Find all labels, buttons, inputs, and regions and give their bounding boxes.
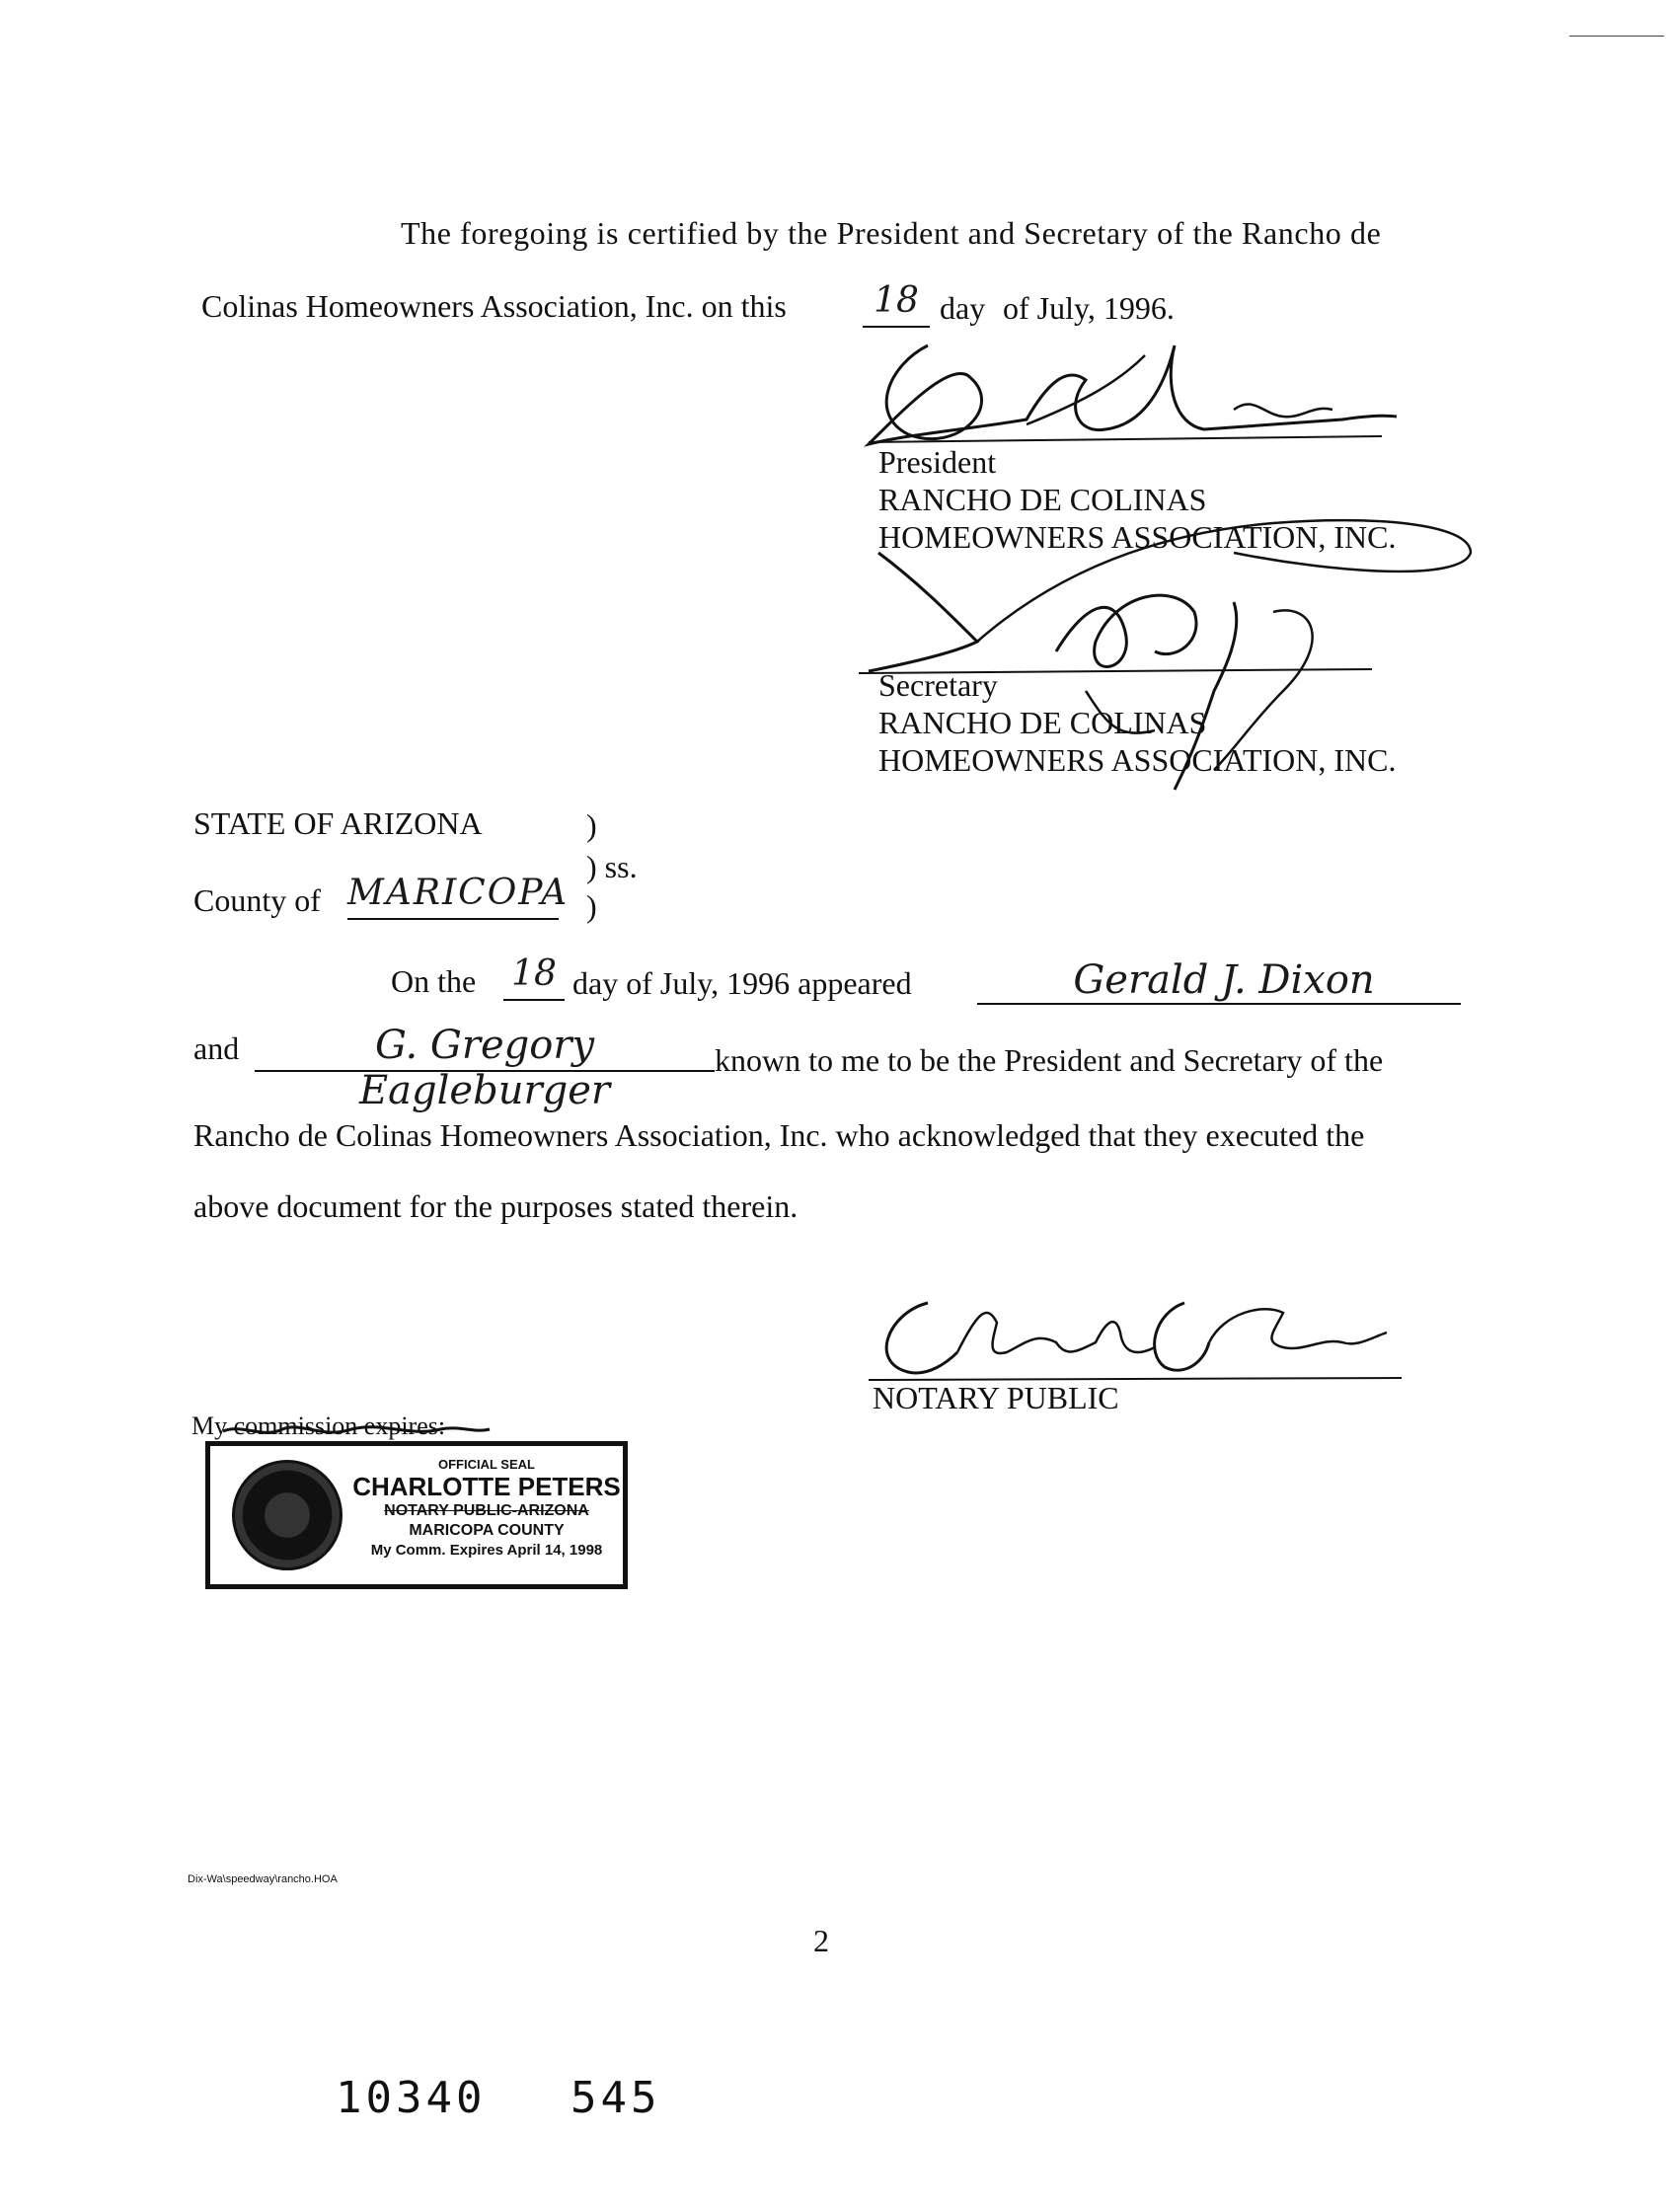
scan-mark-top-right xyxy=(1569,36,1664,37)
ack-day-underline xyxy=(503,999,565,1001)
secretary-org-line-2: HOMEOWNERS ASSOCIATION, INC. xyxy=(878,742,1397,778)
record-page-number: 545 xyxy=(571,2073,661,2123)
notary-seal-stamp xyxy=(205,1441,628,1589)
president-title: President xyxy=(878,444,997,480)
record-book-number: 10340 xyxy=(336,2073,487,2123)
ack-name1-underline xyxy=(977,1003,1461,1005)
state-seal-emblem-icon xyxy=(232,1460,342,1570)
certification-line-1: The foregoing is certified by the President and Secretary of the Rancho de xyxy=(401,215,1382,251)
notary-signature-image xyxy=(869,1283,1402,1392)
ack-day-handwritten: 18 xyxy=(511,953,557,994)
certification-line-2-pre: Colinas Homeowners Association, Inc. on this xyxy=(201,288,787,324)
notary-public-label: NOTARY PUBLIC xyxy=(873,1380,1119,1415)
venue-paren-1: ) xyxy=(586,807,597,843)
seal-line-3: NOTARY PUBLIC-ARIZONA xyxy=(384,1502,589,1519)
venue-state: STATE OF ARIZONA xyxy=(193,805,483,841)
certification-day-handwritten: 18 xyxy=(874,280,919,321)
venue-county-label: County of xyxy=(193,882,321,918)
venue-county-handwritten: MARICOPA xyxy=(347,873,570,913)
ack-name1-handwritten: Gerald J. Dixon xyxy=(1073,957,1375,1003)
ack-and: and xyxy=(193,1030,240,1066)
certification-line-2-post: of July, 1996. xyxy=(1003,290,1175,326)
ack-line-3: Rancho de Colinas Homeowners Association, Inc. who acknowledged that they executed the xyxy=(193,1117,1365,1153)
file-path: Dix-Wa\speedway\rancho.HOA xyxy=(188,1873,338,1885)
seal-line-2: CHARLOTTE PETERS xyxy=(352,1472,621,1501)
president-org-line-2: HOMEOWNERS ASSOCIATION, INC. xyxy=(878,519,1397,555)
venue-ss: ) ss. xyxy=(586,849,638,884)
ack-on-the: On the xyxy=(391,963,477,999)
ack-line-4: above document for the purposes stated therein. xyxy=(193,1188,799,1224)
ack-line-2-post: known to me to be the President and Secretary of the xyxy=(715,1042,1384,1078)
commission-expires-label: My commission expires: xyxy=(191,1411,446,1440)
venue-county-underline xyxy=(347,918,559,920)
ack-day-text: day of July, 1996 appeared xyxy=(572,965,912,1001)
ack-name2-handwritten: G. Gregory Eagleburger xyxy=(358,1023,610,1113)
certification-line-2 xyxy=(201,288,787,324)
seal-line-5: My Comm. Expires April 14, 1998 xyxy=(370,1542,603,1559)
venue-paren-3: ) xyxy=(586,888,597,924)
seal-line-1: OFFICIAL SEAL xyxy=(438,1457,535,1472)
page-number: 2 xyxy=(813,1923,829,1958)
secretary-title: Secretary xyxy=(878,667,998,703)
secretary-org-line-1: RANCHO DE COLINAS xyxy=(878,705,1207,740)
commission-strike-scribble xyxy=(223,1421,490,1441)
certification-line-2-day: day xyxy=(940,290,986,326)
president-org-line-1: RANCHO DE COLINAS xyxy=(878,482,1207,517)
seal-line-4: MARICOPA COUNTY xyxy=(409,1522,565,1539)
